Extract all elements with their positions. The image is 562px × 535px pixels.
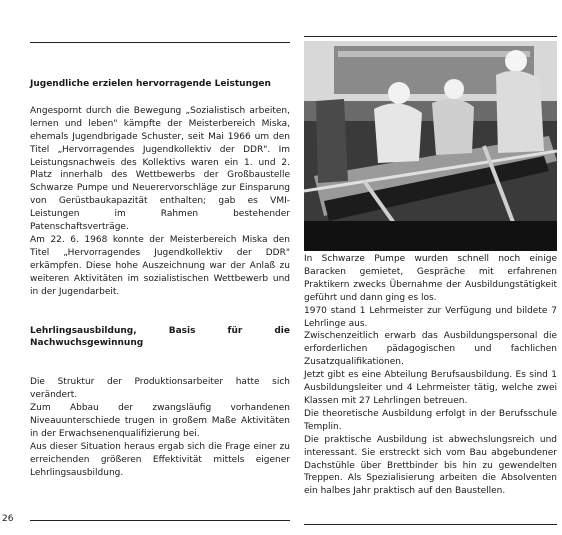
paragraph: Die Struktur der Produktionsarbeiter hatte sich verändert. (30, 377, 290, 401)
paragraph: Angespornt durch die Bewegung „Sozialistisch arbeiten, lernen und leben" kämpfte der Meisterbereich Miska, ehemals Jugendbrigade Schuster, seit Mai 1966 um den Titel „Hervorragendes Jugendkollektiv der DDR". Im Leistungsnachweis des Kollektivs waren ein 1. und 2. Platz innerhalb des Wettbewerbs der Großbaustelle Schwarze Pumpe und Neuerervorschläge zur Einsparung von Gerüstbaukapazität enthalten; gab es VMI-Leistungen im Rahmen bestehender Patenschaftsverträge. (30, 105, 290, 233)
paragraph: Jetzt gibt es eine Abteilung Berufsausbildung. Es sind 1 Ausbildungsleiter und 4 Lehrmeister tätig, welche zwei Klassen mit 27 Lehrlingen betreuen. (304, 370, 557, 406)
bottom-rule-right (304, 524, 557, 525)
workers-photo (304, 41, 557, 251)
paragraph: Zum Abbau der zwangsläufig vorhandenen Niveauunterschiede trugen in großem Maße Aktivitäten in der Erwachsenenqualifizierung bei. (30, 403, 290, 439)
paragraph: Die praktische Ausbildung ist abwechslungsreich und interessant. Sie erstreckt sich vom Bau abgebundener Dachstühle über Brettbinder bis hin zu gewendelten Treppen. Als Spezialisierung arbeiten die Absolventen ein halbes Jahr praktisch auf den Baustellen. (304, 434, 557, 497)
top-rule-right (304, 36, 557, 37)
paragraph: Die theoretische Ausbildung erfolgt in der Berufsschule Templin. (304, 408, 557, 432)
page-number: 26 (2, 514, 14, 524)
paragraph: Zwischenzeitlich erwarb das Ausbildungspersonal die erforderlichen pädagogischen und fachlichen Zusatzqualifikationen. (304, 331, 557, 368)
paragraph: In Schwarze Pumpe wurden schnell noch einige Baracken gemietet, Gespräche mit erfahrenen Praktikern zwecks Übernahme der Ausbildungstätigkeit geführt und dann ging es los. (304, 254, 557, 303)
heading-youth-achievements: Jugendliche erzielen hervorragende Leistungen (30, 79, 271, 89)
left-column (30, 78, 290, 480)
paragraph: 1970 stand 1 Lehrmeister zur Verfügung und bildete 7 Lehrlinge aus. (304, 305, 557, 329)
right-column (304, 253, 557, 498)
top-rule-left (30, 42, 290, 43)
bottom-rule-left (30, 520, 290, 521)
heading-apprentice-training: Lehrlingsausbildung, Basis für die Nachwuchsgewinnung (30, 325, 290, 349)
paragraph: Aus dieser Situation heraus ergab sich die Frage einer zu erreichenden größeren Effektivität mittels eigener Lehrlingsausbildung. (30, 441, 290, 478)
paragraph: Am 22. 6. 1968 konnte der Meisterbereich Miska den Titel „Hervorragendes Jugendkollektiv der DDR" erkämpfen. Diese hohe Auszeichnung war der Anlaß zu weiteren Aktivitäten im sozialistischen Wettbewerb und in der Jugendarbeit. (30, 234, 290, 297)
